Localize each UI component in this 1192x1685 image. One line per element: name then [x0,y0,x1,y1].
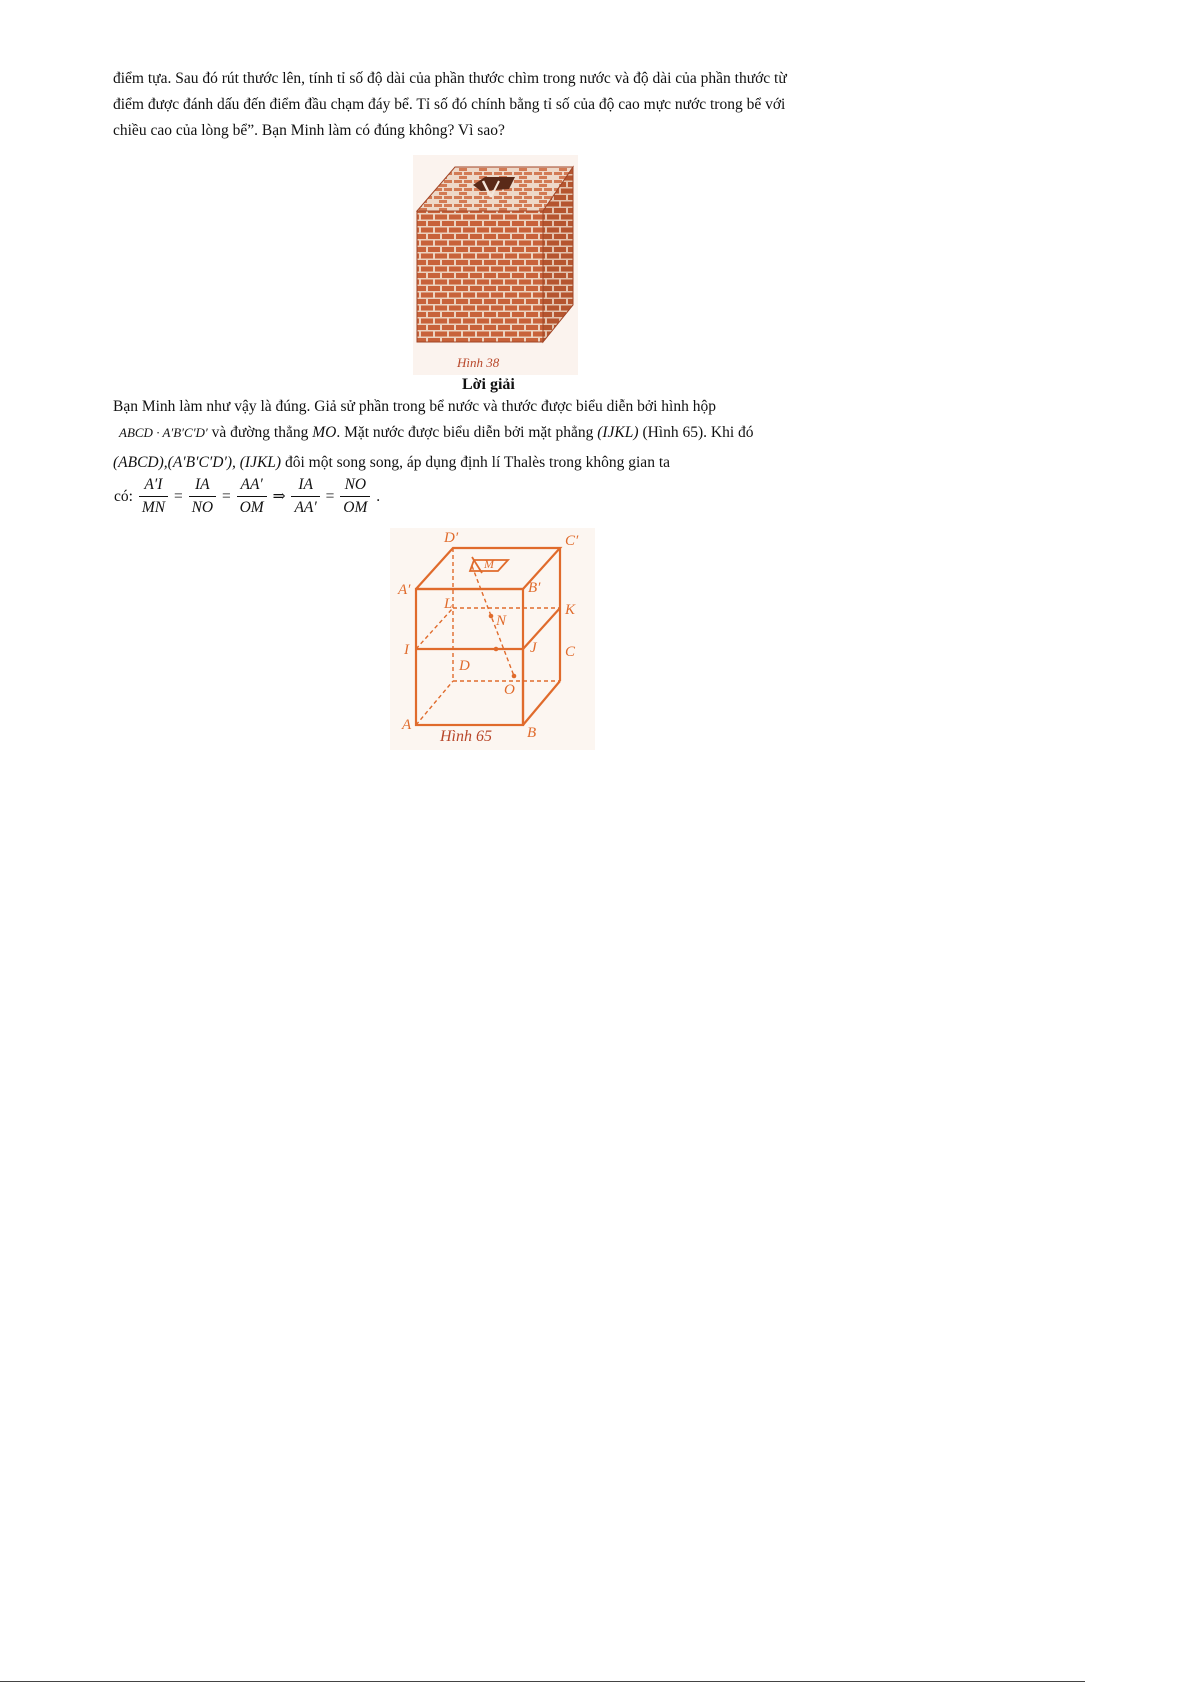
point-o [512,674,517,679]
solution-line-2 [113,420,873,446]
line-mo: MO [312,424,337,441]
text: . Mặt nước được biểu diễn bởi mặt phẳng [336,424,598,441]
label-a: A [402,717,412,733]
equals-sign: = [173,487,183,505]
solution-line-3 [113,450,873,476]
label-k: K [565,602,576,618]
fraction: $\frac{A'I}{MN}$ [139,474,168,519]
implies-sign: ⇒ [272,488,286,505]
label-a1: A′ [398,582,411,598]
page-bottom-rule [0,1681,1085,1682]
intro-line: chiều cao của lòng bể”. Bạn Minh làm có đúng không? Vì sao? [113,122,505,139]
figure65-caption: Hình 65 [440,728,492,745]
text: đôi một song song, áp dụng định lí Thalès trong không gian ta [281,454,671,471]
plane-ijkl: (IJKL) [597,424,639,441]
fraction: $\frac{IA}{NO}$ [189,474,217,519]
solution-line-1: Bạn Minh làm như vậy là đúng. Giả sử phần trong bể nước và thước được biểu diễn bởi hình hộp [113,398,716,415]
label-o: O [504,682,515,698]
label-m: M [484,557,494,571]
figure38-caption: Hình 38 [457,355,500,370]
planes-list: (ABCD),(A′B′C′D′), (IJKL) [113,454,282,471]
point-j [494,647,499,652]
intro-line: điểm tựa. Sau đó rút thước lên, tính tỉ số độ dài của phần thước chìm trong nước và độ dài của phần thước từ [113,70,787,87]
intro-paragraph [113,66,873,144]
fraction: $\frac{IA}{AA'}$ [291,474,319,519]
solution-paragraph [113,394,873,476]
label-j: J [530,640,537,656]
brick-tank-figure [413,155,578,375]
label-l: L [444,596,453,612]
eq-prefix: có: [114,487,133,505]
label-n: N [496,613,507,629]
period: . [376,487,381,505]
label-c: C [565,644,576,660]
thales-equation [113,474,381,519]
tank-front [417,211,543,342]
fraction: $\frac{AA'}{OM}$ [237,474,267,519]
box-name: ABCD · A′B′C′D′ [119,425,208,440]
text: và đường thẳng [207,424,313,441]
solution-heading: Lời giải [462,376,515,393]
label-b: B [527,725,537,741]
box-diagram-figure [390,528,595,750]
fraction: $\frac{NO}{OM}$ [340,474,370,519]
point-n [489,614,494,619]
label-d1: D′ [444,530,459,546]
equals-sign: = [221,487,231,505]
label-c1: C′ [565,533,579,549]
text: (Hình 65). Khi đó [638,424,754,441]
equals-sign: = [325,487,335,505]
label-i: I [404,642,409,658]
label-b1: B′ [528,580,541,596]
label-d: D [459,658,470,674]
intro-line: điểm được đánh dấu đến điểm đầu chạm đáy bể. Tỉ số đó chính bằng tỉ số của độ cao mực nước trong bể với [113,96,786,113]
